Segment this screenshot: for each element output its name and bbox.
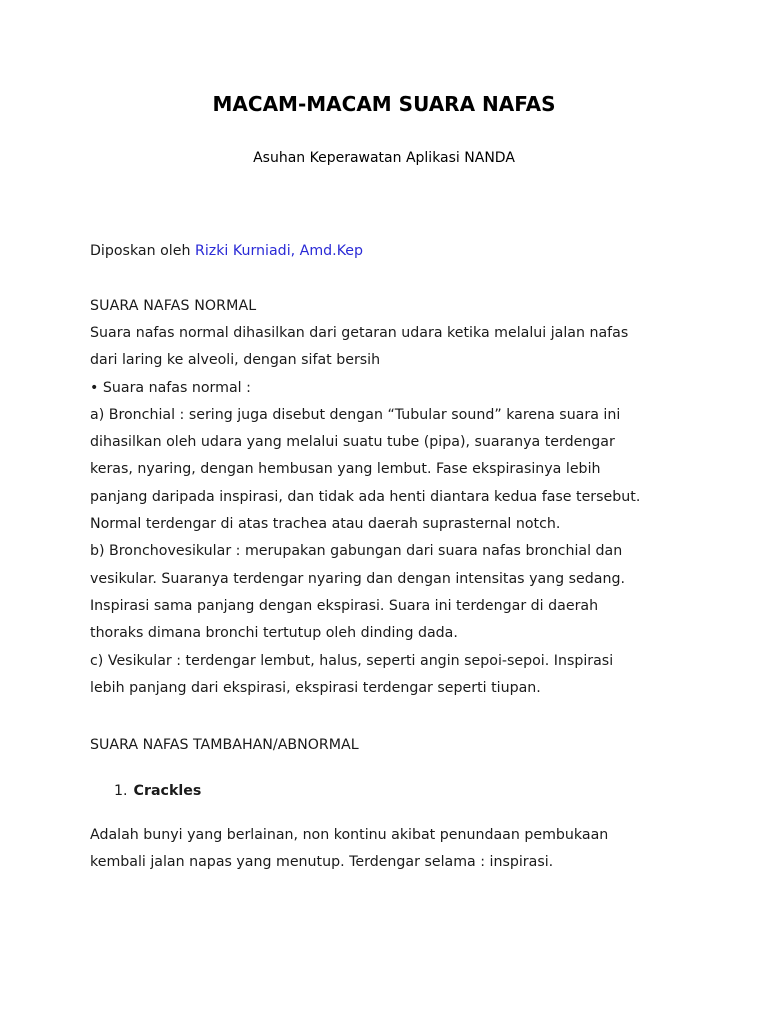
author-link[interactable]: Rizki Kurniadi, Amd.Kep bbox=[194, 243, 364, 259]
paragraph-line: kembali jalan napas yang menutup. Terdengar selama : inspirasi. bbox=[90, 854, 554, 871]
paragraph-line: b) Bronchovesikular : merupakan gabungan dari suara nafas bronchial dan bbox=[90, 543, 623, 560]
crackles-description bbox=[90, 822, 700, 877]
paragraph-line: vesikular. Suaranya terdengar nyaring dan dengan intensitas yang sedang. bbox=[90, 570, 625, 587]
list-item-label: Crackles bbox=[133, 783, 202, 799]
document-title: MACAM-MACAM SUARA NAFAS bbox=[212, 92, 556, 116]
section-normal-body bbox=[90, 320, 700, 702]
paragraph-line: dihasilkan oleh udara yang melalui suatu tube (pipa), suaranya terdengar bbox=[90, 434, 615, 451]
list-item-number: 1. bbox=[114, 783, 128, 799]
paragraph-line: panjang daripada inspirasi, dan tidak ada henti diantara kedua fase tersebut. bbox=[90, 488, 641, 505]
byline bbox=[90, 238, 700, 265]
paragraph-line: thoraks dimana bronchi tertutup oleh dinding dada. bbox=[90, 625, 458, 642]
paragraph-line: a) Bronchial : sering juga disebut dengan “Tubular sound” karena suara ini bbox=[90, 406, 621, 423]
paragraph-line: c) Vesikular : terdengar lembut, halus, seperti angin sepoi-sepoi. Inspirasi bbox=[90, 652, 614, 669]
byline-prefix: Diposkan oleh bbox=[90, 243, 195, 259]
section-normal-heading: SUARA NAFAS NORMAL bbox=[90, 298, 257, 314]
paragraph-line: dari laring ke alveoli, dengan sifat bersih bbox=[90, 352, 381, 369]
paragraph-line: Normal terdengar di atas trachea atau daerah suprasternal notch. bbox=[90, 516, 561, 533]
paragraph-line: Adalah bunyi yang berlainan, non kontinu akibat penundaan pembukaan bbox=[90, 827, 609, 843]
paragraph-line: Inspirasi sama panjang dengan ekspirasi. Suara ini terdengar di daerah bbox=[90, 597, 599, 614]
bullet-line: • Suara nafas normal : bbox=[90, 379, 251, 396]
document-subtitle: Asuhan Keperawatan Aplikasi NANDA bbox=[253, 150, 515, 166]
paragraph-line: lebih panjang dari ekspirasi, ekspirasi terdengar seperti tiupan. bbox=[90, 679, 541, 696]
paragraph-line: Suara nafas normal dihasilkan dari getaran udara ketika melalui jalan nafas bbox=[90, 325, 629, 341]
section-abnormal-heading: SUARA NAFAS TAMBAHAN/ABNORMAL bbox=[90, 737, 359, 753]
list-item-crackles bbox=[114, 778, 201, 805]
paragraph-line: keras, nyaring, dengan hembusan yang lembut. Fase ekspirasinya lebih bbox=[90, 461, 601, 478]
